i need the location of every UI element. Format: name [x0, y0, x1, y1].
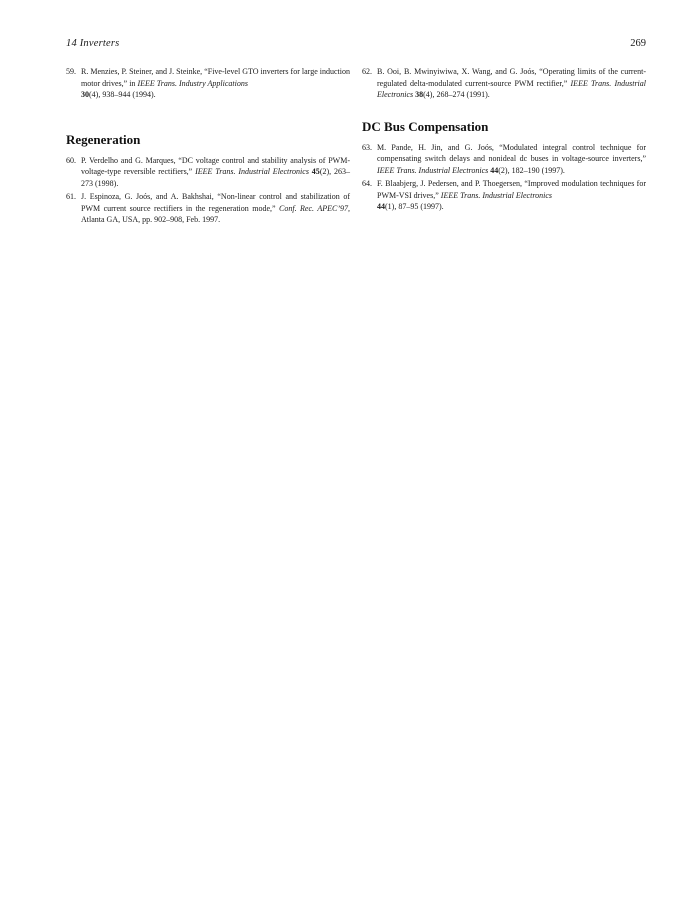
reference-volume: 45 — [308, 167, 320, 176]
reference-journal: IEEE Trans. Industrial Electronics — [195, 167, 309, 176]
left-column — [66, 66, 350, 228]
reference-64 — [362, 178, 646, 213]
reference-authors: F. Blaabjerg, J. Pedersen, and P. Thoegersen, “Improved modulation techniques for PWM-VSI drives,” — [377, 179, 646, 200]
reference-number: 64. — [362, 179, 372, 188]
reference-list — [66, 155, 350, 226]
reference-volume: 44 — [488, 165, 499, 175]
reference-number: 59. — [66, 67, 76, 76]
reference-details: (1), 87–95 (1997). — [385, 202, 444, 211]
reference-volume: 44 — [377, 202, 385, 211]
reference-details: (4), 938–944 (1994). — [89, 90, 156, 99]
reference-journal: IEEE Trans. Industrial Electronics — [440, 190, 553, 200]
reference-63 — [362, 142, 646, 177]
reference-journal: IEEE Trans. Industrial Electronics — [377, 78, 646, 99]
reference-authors: M. Pande, H. Jin, and G. Joós, “Modulated integral control technique for compensating switch delays and nonideal dc buses in voltage-source inverters,” — [377, 142, 646, 163]
reference-list — [66, 66, 350, 101]
reference-journal: IEEE Trans. Industrial Electronics — [377, 165, 489, 175]
running-head — [66, 38, 646, 52]
reference-number: 60. — [66, 155, 76, 165]
chapter-title: 14 Inverters — [66, 38, 120, 49]
reference-journal: IEEE Trans. Industry Applications — [137, 78, 248, 88]
reference-volume: 30 — [81, 90, 89, 99]
reference-62 — [362, 66, 646, 101]
reference-number: 63. — [362, 142, 372, 152]
reference-60 — [66, 155, 350, 190]
reference-authors: B. Ooi, B. Mwinyiwiwa, X. Wang, and G. Joós, “Operating limits of the current-regulated delta-modulated current-source PWM rectifier,” — [377, 67, 646, 88]
section-heading-dc-bus-compensation: DC Bus Compensation — [362, 118, 489, 134]
reference-details: (2), 182–190 (1997). — [498, 165, 565, 175]
reference-number: 62. — [362, 67, 372, 76]
reference-authors: P. Verdelho and G. Marques, “DC voltage control and stability analysis of PWM-voltage-type reversible rectifiers,” — [81, 155, 350, 176]
section-heading-regeneration: Regeneration — [66, 131, 141, 147]
reference-details: (4), 268–274 (1991). — [423, 90, 490, 99]
reference-61 — [66, 191, 350, 226]
reference-details: Atlanta GA, USA, pp. 902–908, Feb. 1997. — [81, 215, 221, 224]
reference-authors: R. Menzies, P. Steiner, and J. Steinke, “Five-level GTO inverters for large induction motor drives,” in — [81, 67, 350, 88]
reference-details: (2), 263–273 (1998). — [81, 167, 351, 188]
right-column — [362, 66, 646, 215]
reference-authors: J. Espinoza, G. Joós, and A. Bakhshai, “Non-linear control and stabilization of PWM current source rectifiers in the regeneration mode,” — [81, 192, 350, 213]
reference-list — [362, 142, 646, 213]
reference-volume: 38 — [413, 90, 424, 99]
page-number: 269 — [630, 38, 646, 49]
reference-number: 61. — [66, 192, 76, 201]
reference-list — [362, 66, 646, 101]
reference-journal: Conf. Rec. APEC’97, — [279, 203, 351, 213]
reference-59 — [66, 66, 350, 101]
